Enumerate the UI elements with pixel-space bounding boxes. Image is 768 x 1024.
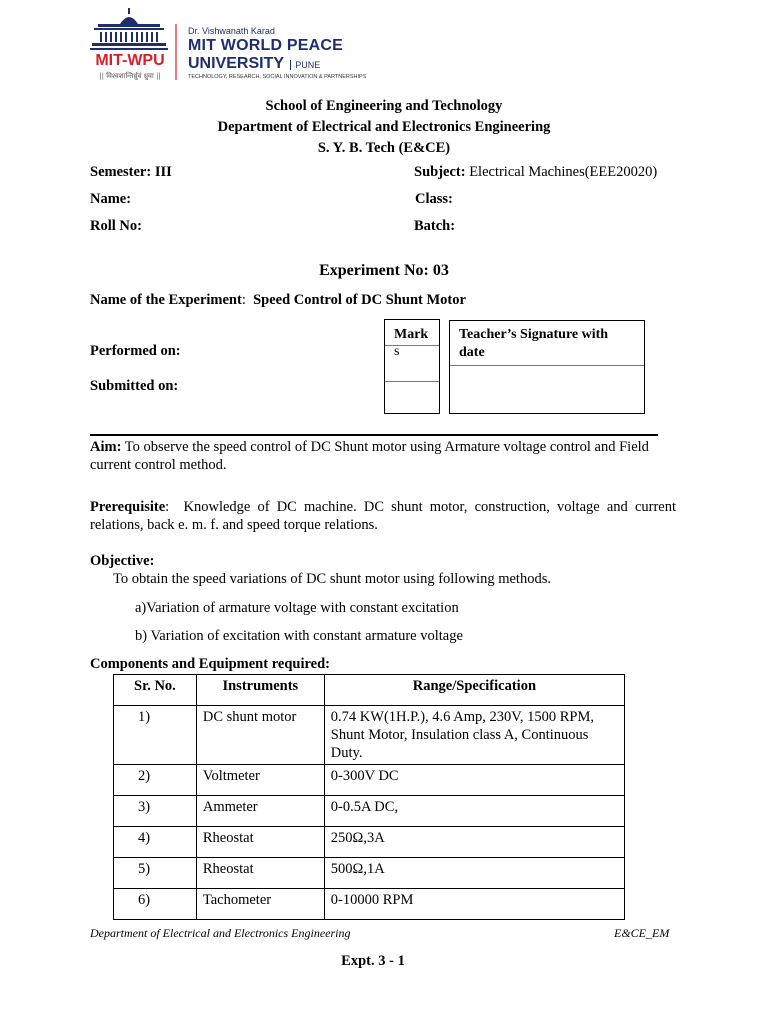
subject-value: Electrical Machines(EEE20020) <box>469 164 658 180</box>
subject-field <box>414 164 657 181</box>
page-number: Expt. 3 - 1 <box>341 953 405 969</box>
instrument-cell: Tachometer <box>196 889 324 920</box>
program-name: S. Y. B. Tech (E&CE) <box>317 140 451 156</box>
footer-course-code: E&CE_EM <box>614 926 670 940</box>
experiment-name-label: Name of the Experiment <box>90 292 242 308</box>
logo-city: PUNE <box>290 60 320 70</box>
prerequisite-text-line2: relations, back e. m. f. and speed torque relations. <box>90 517 378 533</box>
spec-cell: 250Ω,3A <box>324 827 624 858</box>
marks-label-line1: Mark <box>394 327 429 342</box>
school-name: School of Engineering and Technology <box>265 98 503 114</box>
signature-label-line1: Teacher’s Signature with <box>459 327 609 342</box>
marks-divider-2 <box>385 381 439 382</box>
instrument-cell: Rheostat <box>196 827 324 858</box>
spec-cell: 0.74 KW(1H.P.), 4.6 Amp, 230V, 1500 RPM, Shunt Motor, Insulation class A, Continuous Duty. <box>324 706 624 765</box>
experiment-name-value: Speed Control of DC Shunt Motor <box>253 292 466 308</box>
aim-text-line2: current control method. <box>90 457 227 473</box>
sr-cell: 2) <box>114 765 197 796</box>
experiment-name: Name of the Experiment: Speed Control of DC Shunt Motor <box>90 292 466 308</box>
prerequisite-text-line1: Knowledge of DC machine. DC shunt motor, construction, voltage and current <box>183 499 676 515</box>
objective-item-b: b) Variation of excitation with constant armature voltage <box>135 628 463 644</box>
logo-motto: || विश्वशान्तिर्ध्रुवं ध्रुवा || <box>99 72 161 80</box>
prerequisite-section: Prerequisite: Knowledge of DC machine. DC shunt motor, construction, voltage and current relations, back e. m. f. and speed torque relations. <box>90 499 676 533</box>
logo-line1: MIT WORLD PEACE <box>188 37 343 54</box>
logo-tagline: TECHNOLOGY, RESEARCH, SOCIAL INNOVATION & PARTNERSHIPS <box>188 74 367 80</box>
semester-value: III <box>154 164 172 180</box>
footer-department: Department of Electrical and Electronics Engineering <box>90 926 351 940</box>
marks-divider <box>385 345 439 346</box>
spec-cell: 0-0.5A DC, <box>324 796 624 827</box>
table-row <box>114 889 625 920</box>
semester-label: Semester: <box>90 164 152 180</box>
table-row <box>114 827 625 858</box>
signature-label-line2: date <box>459 345 485 360</box>
submitted-on-label: Submitted on: <box>90 378 179 394</box>
components-heading: Components and Equipment required: <box>90 656 330 672</box>
column-header-instruments: Instruments <box>196 675 324 706</box>
subject-label: Subject: <box>414 164 466 180</box>
objective-label: Objective: <box>90 553 155 569</box>
spec-cell: 0-300V DC <box>324 765 624 796</box>
instrument-cell: Voltmeter <box>196 765 324 796</box>
logo-short-name: MIT-WPU <box>95 52 165 69</box>
column-header-sr: Sr. No. <box>114 675 197 706</box>
sr-cell: 3) <box>114 796 197 827</box>
prerequisite-label: Prerequisite <box>90 499 166 515</box>
sr-cell: 5) <box>114 858 197 889</box>
name-label: Name: <box>90 191 132 207</box>
objective-intro: To obtain the speed variations of DC shunt motor using following methods. <box>113 571 551 587</box>
table-row <box>114 765 625 796</box>
table-row <box>114 796 625 827</box>
signature-divider <box>450 365 644 366</box>
class-label: Class: <box>415 191 453 207</box>
semester-field <box>90 164 172 181</box>
column-header-spec: Range/Specification <box>324 675 624 706</box>
signature-label <box>459 326 608 362</box>
objective-item-a: a)Variation of armature voltage with constant excitation <box>135 600 459 616</box>
marks-label-line2: s <box>394 344 400 359</box>
table-header-row <box>114 675 625 706</box>
logo-small-label: Dr. Vishwanath Karad <box>188 26 275 36</box>
performed-on-label: Performed on: <box>90 343 181 359</box>
batch-label: Batch: <box>414 218 456 234</box>
instrument-cell: Rheostat <box>196 858 324 889</box>
logo-university: UNIVERSITY <box>188 55 284 72</box>
marks-label <box>394 326 428 360</box>
table-row <box>114 858 625 889</box>
experiment-title: Experiment No: 03 <box>319 262 449 279</box>
signature-box <box>449 320 645 414</box>
logo-line2 <box>188 55 320 73</box>
table-row <box>114 706 625 765</box>
instrument-cell: DC shunt motor <box>196 706 324 765</box>
sr-cell: 4) <box>114 827 197 858</box>
aim-text-line1: To observe the speed control of DC Shunt motor using Armature voltage control and Field <box>124 439 649 455</box>
aim-label: Aim: <box>90 439 122 455</box>
spec-cell: 0-10000 RPM <box>324 889 624 920</box>
equipment-table <box>113 674 625 920</box>
sr-cell: 1) <box>114 706 197 765</box>
spec-cell: 500Ω,1A <box>324 858 624 889</box>
aim-section <box>90 438 680 474</box>
separator-line <box>90 434 658 436</box>
instrument-cell: Ammeter <box>196 796 324 827</box>
sr-cell: 6) <box>114 889 197 920</box>
marks-box <box>384 319 440 414</box>
university-logo <box>90 6 367 86</box>
department-name: Department of Electrical and Electronics Engineering <box>217 119 551 135</box>
roll-label: Roll No: <box>90 218 142 234</box>
